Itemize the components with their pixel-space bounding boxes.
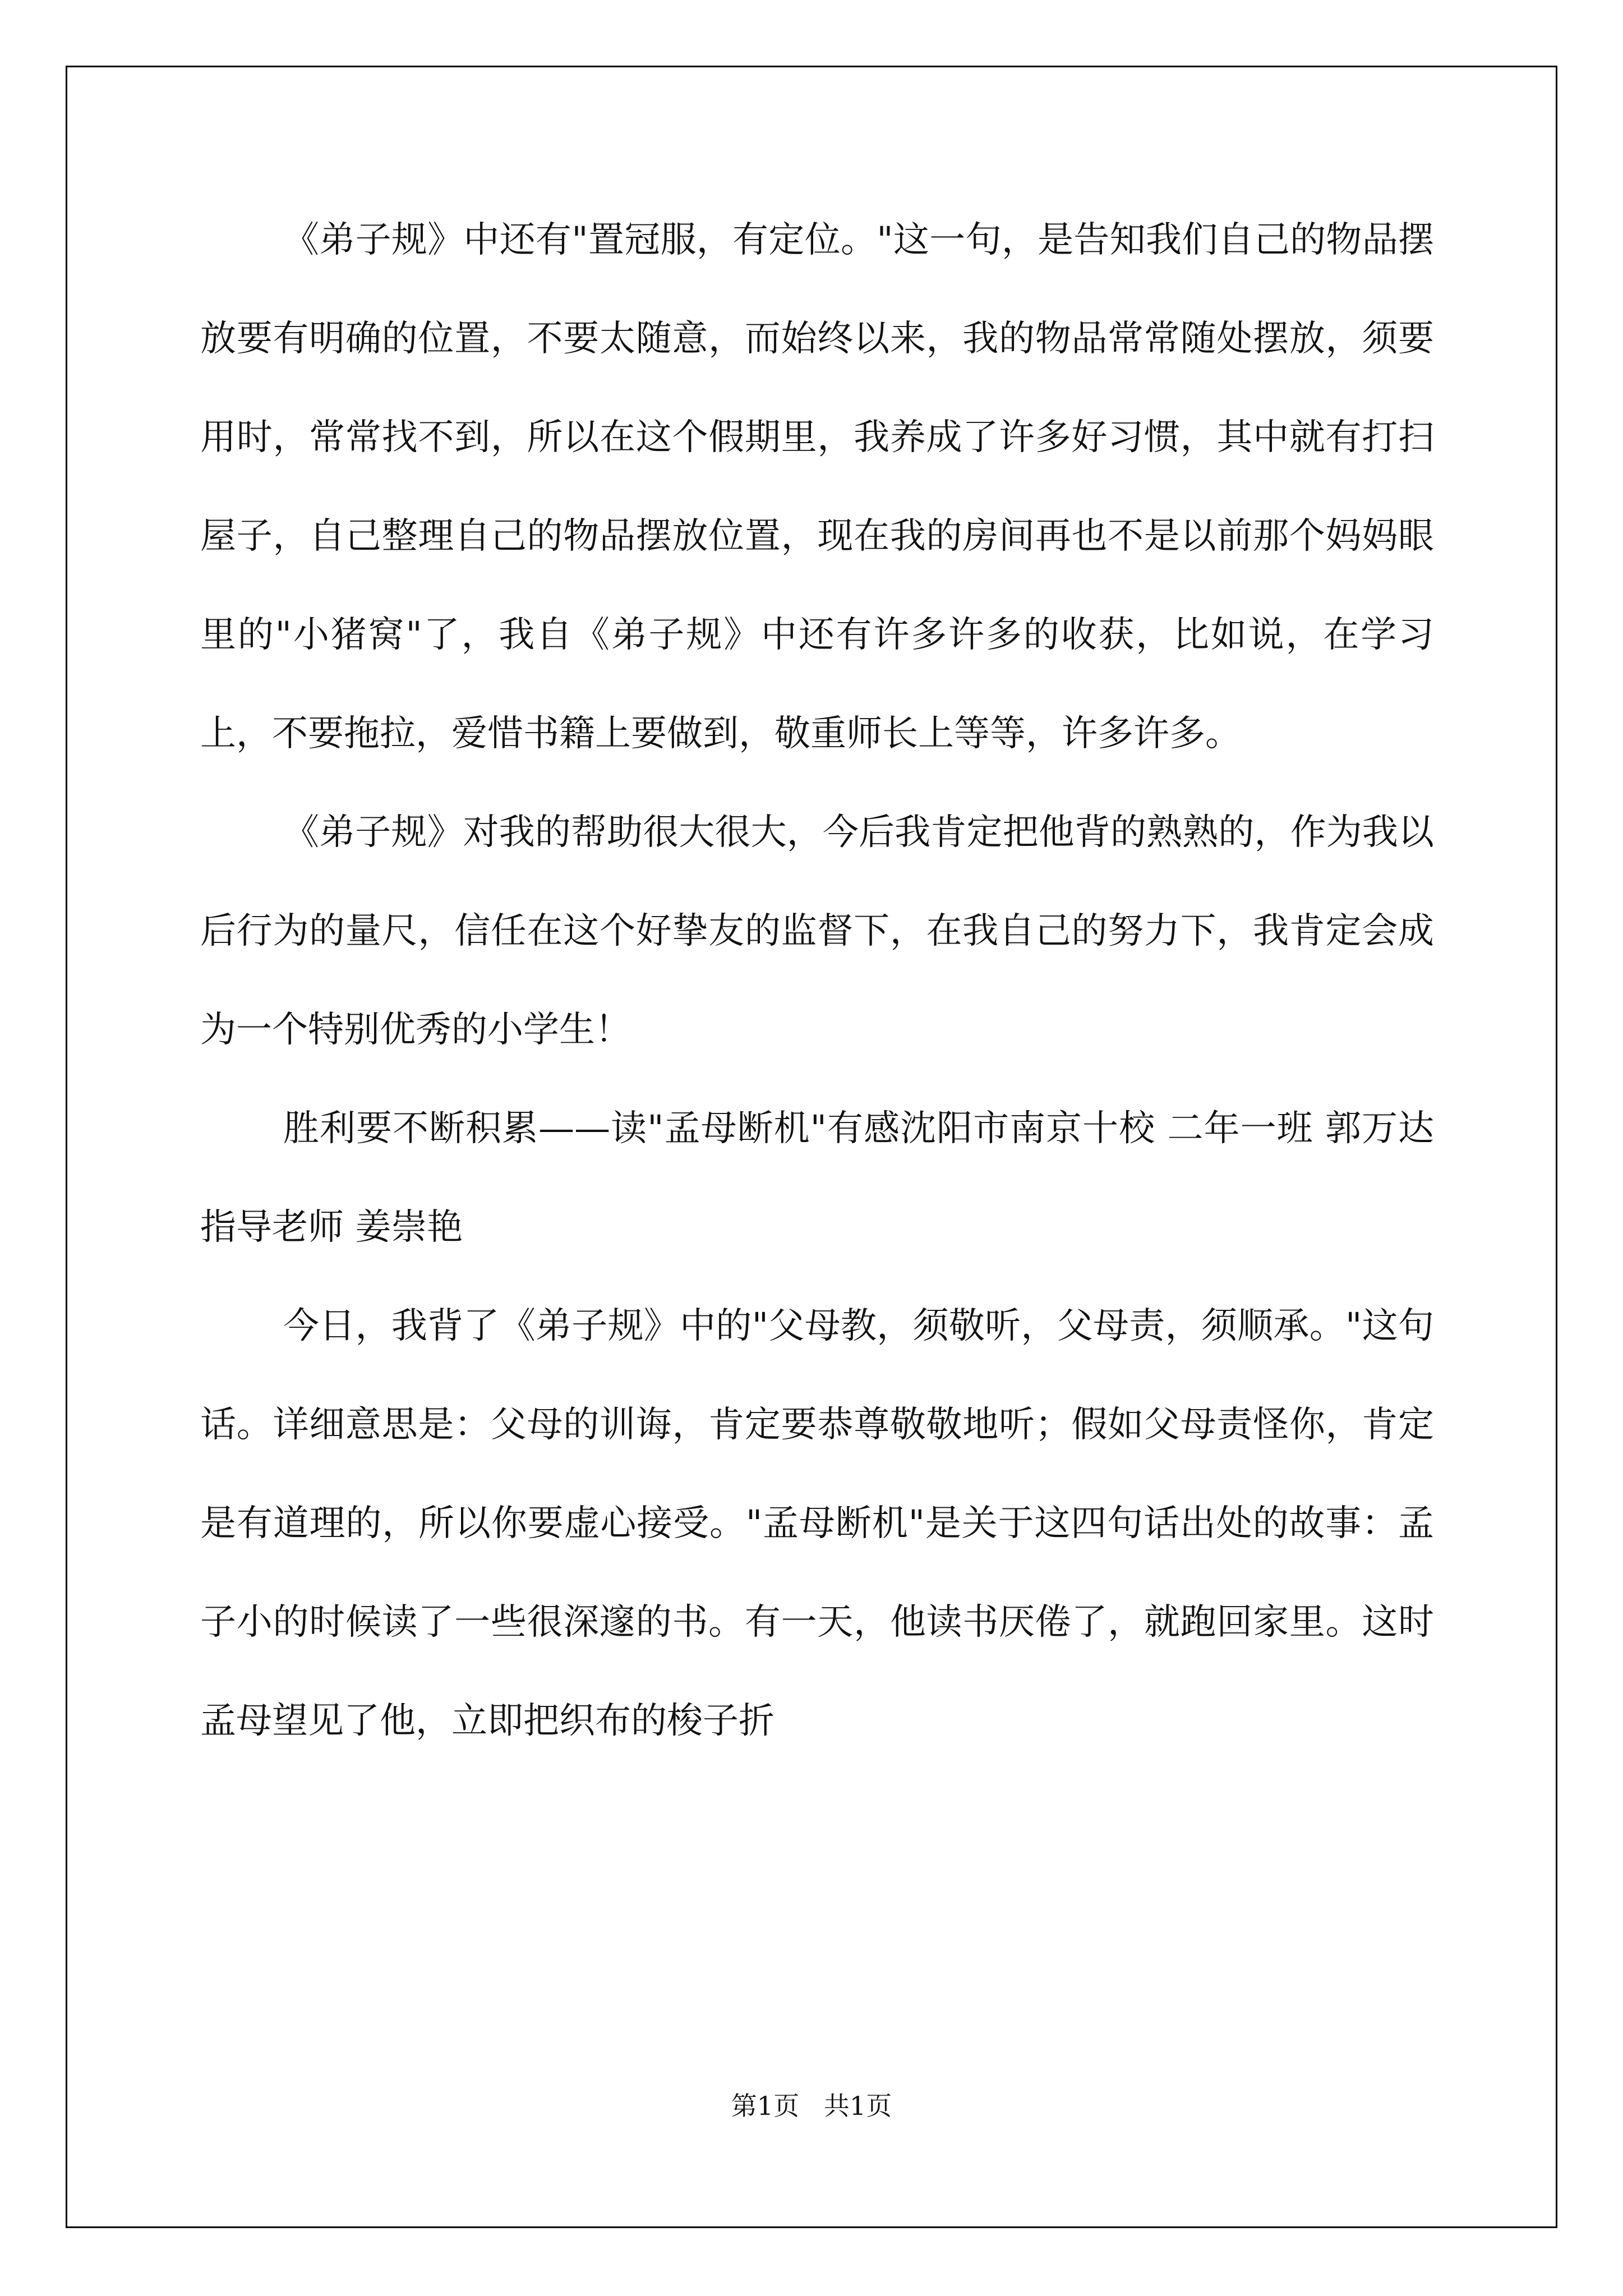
- page-footer: [0, 2086, 1623, 2123]
- paragraph-1: 《弟子规》中还有"置冠服，有定位。"这一句，是告知我们自己的物品摆放要有明确的位置，不要太随意，而始终以来，我的物品常常随处摆放，须要用时，常常找不到，所以在这个假期里，我养成了许多好习惯，其中就有打扫屋子，自己整理自己的物品摆放位置，现在我的房间再也不是以前那个妈妈眼里的"小猪窝"了，我自《弟子规》中还有许多许多的收获，比如说，在学习上，不要拖拉，爱惜书籍上要做到，敬重师长上等等，许多许多。: [200, 219, 1434, 754]
- paragraph-4: 今日，我背了《弟子规》中的"父母教，须敬听，父母责，须顺承。"这句话。详细意思是：父母的训诲，肯定要恭尊敬敬地听；假如父母责怪你，肯定是有道理的，所以你要虚心接受。"孟母断机"是关于这四句话出处的故事：孟子小的时候读了一些很深邃的书。有一天，他读书厌倦了，就跑回家里。这时孟母望见了他，立即把织布的梭子折: [200, 1305, 1434, 1742]
- document-body: [200, 191, 1434, 1770]
- paragraph-3: 胜利要不断积累——读"孟母断机"有感沈阳市南京十校 二年一班 郭万达 指导老师 姜崇艳: [200, 1108, 1434, 1248]
- page-number-label: 第1页 共1页: [731, 2091, 892, 2121]
- paragraph-2: 《弟子规》对我的帮助很大很大，今后我肯定把他背的熟熟的，作为我以后行为的量尺，信任在这个好挚友的监督下，在我自己的努力下，我肯定会成为一个特别优秀的小学生！: [200, 812, 1434, 1051]
